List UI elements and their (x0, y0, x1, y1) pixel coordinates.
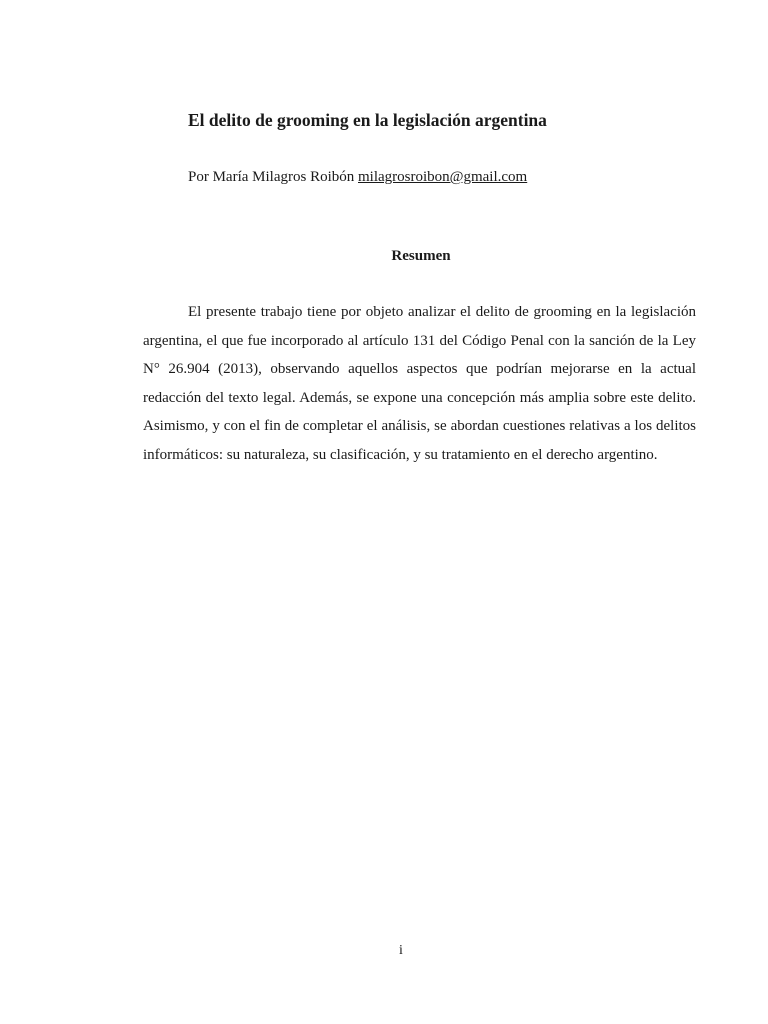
author-name: Por María Milagros Roibón (188, 169, 355, 185)
document-title: El delito de grooming en la legislación argentina (188, 110, 547, 130)
abstract-heading: Resumen (391, 248, 451, 264)
page-number: i (399, 943, 403, 958)
abstract-paragraph: El presente trabajo tiene por objeto analizar el delito de grooming en la legislación argentina, el que fue incorporado al artículo 131 del Código Penal con la sanción de la Ley N° 26.904 (2013), observando aquellos aspectos que podrían mejorarse en la actual redacción del texto legal. Además, se expone una concepción más amplia sobre este delito. Asimismo, y con el fin de completar el análisis, se abordan cuestiones relativas a los delitos informáticos: su naturaleza, su clasificación, y su tratamiento en el derecho argentino. (143, 304, 696, 463)
author-email-link[interactable]: milagrosroibon@gmail.com (358, 169, 528, 185)
author-byline (188, 169, 527, 186)
